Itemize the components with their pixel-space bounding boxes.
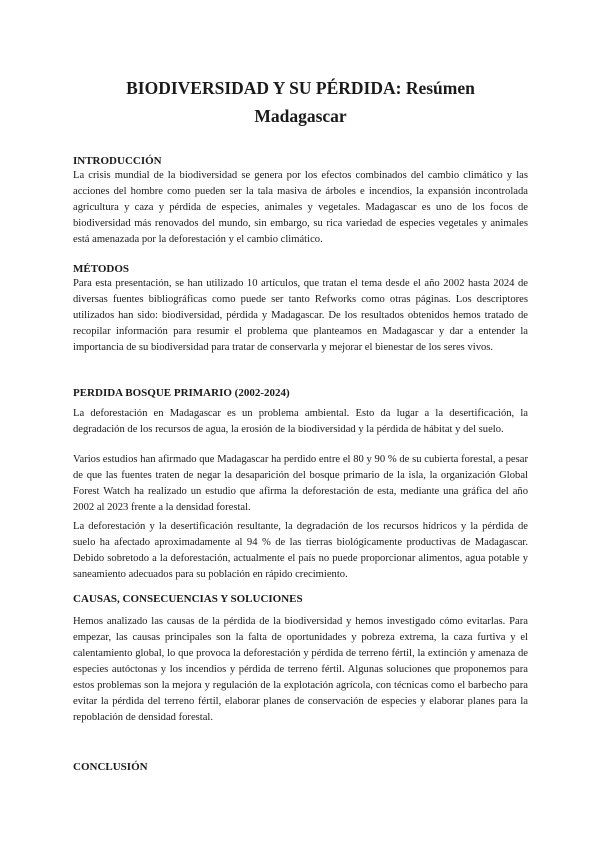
section-heading-metodos: MÉTODOS bbox=[73, 263, 130, 275]
paragraph-perdida-2: Varios estudios han afirmado que Madagascar ha perdido entre el 80 y 90 % de su cubierta forestal, a pesar de que las fuentes traten de negar la desaparición del bosque primario de la isla, la organización Global Forest Watch ha realizado un estudio que afirma la deforestación de esta, mediante una gráfica del año 2002 al 2023 frente a la densidad forestal. bbox=[73, 454, 528, 513]
paragraph-metodos: Para esta presentación, se han utilizado 10 artículos, que tratan el tema desde el año 2002 hasta 2024 de diversas fuentes bibliográficas como puede ser tanto Refworks como otras páginas. Los descriptores utilizados han sido: biodiversidad, pérdida y Madagascar. De los resultados obtenidos hemos tratado de recopilar información para resumir el problema que planteamos en Madagascar y dar a entender la importancia de su biodiversidad para tratar de conservarla y mejorar el bienestar de los seres vivos. bbox=[73, 278, 528, 353]
section-heading-causas: CAUSAS, CONSECUENCIAS Y SOLUCIONES bbox=[73, 593, 303, 605]
title-line-2: Madagascar bbox=[254, 106, 347, 126]
paragraph-perdida-3: La deforestación y la desertificación resultante, la degradación de los recursos hídricos y la pérdida de suelo ha afectado aproximadamente al 94 % de las tierras biológicamente productivas de Madagascar. Debido sobretodo a la deforestación, actualmente el país no puede proporcionar alimentos, agua potable y saneamiento adecuados para su población en rápido crecimiento. bbox=[73, 521, 528, 580]
section-heading-conclusion: CONCLUSIÓN bbox=[73, 761, 148, 773]
document-title bbox=[73, 74, 528, 130]
paragraph-introduccion: La crisis mundial de la biodiversidad se genera por los efectos combinados del cambio climático y las acciones del hombre como pueden ser la tala masiva de árboles e incendios, la expansión incontrolada agricultura y caza y pérdida de especies, animales y vegetales. Madagascar es uno de los focos de biodiversidad más renovados del mundo, sin embargo, su rica variedad de especies vegetales y animales está amenazada por la deforestación y el cambio climático. bbox=[73, 170, 528, 245]
paragraph-causas: Hemos analizado las causas de la pérdida de la biodiversidad y hemos investigado cómo evitarlas. Para empezar, las causas principales son la falta de oportunidades y pobreza extrema, la caza furtiva y el calentamiento global, lo que provoca la deforestación y pérdida de terreno fértil, la extinción y amenaza de especies autóctonas y los incendios y pérdida de terreno fértil. Algunas soluciones que proponemos para estos problemas son la mejora y regulación de la explotación agrícola, con técnicas como el barbecho para evitar la pérdida del terreno fértil, elaborar planes de conservación de especies y elaborar planes para la repoblación de densidad forestal. bbox=[73, 616, 528, 723]
paragraph-perdida-1: La deforestación en Madagascar es un problema ambiental. Esto da lugar a la desertificación, la degradación de los recursos de agua, la erosión de la biodiversidad y la pérdida de hábitat y del suelo. bbox=[73, 408, 528, 435]
title-line-1: BIODIVERSIDAD Y SU PÉRDIDA: Resúmen bbox=[126, 78, 475, 98]
section-heading-perdida-bosque: PERDIDA BOSQUE PRIMARIO (2002-2024) bbox=[73, 387, 290, 399]
section-heading-introduccion: INTRODUCCIÓN bbox=[73, 155, 162, 167]
